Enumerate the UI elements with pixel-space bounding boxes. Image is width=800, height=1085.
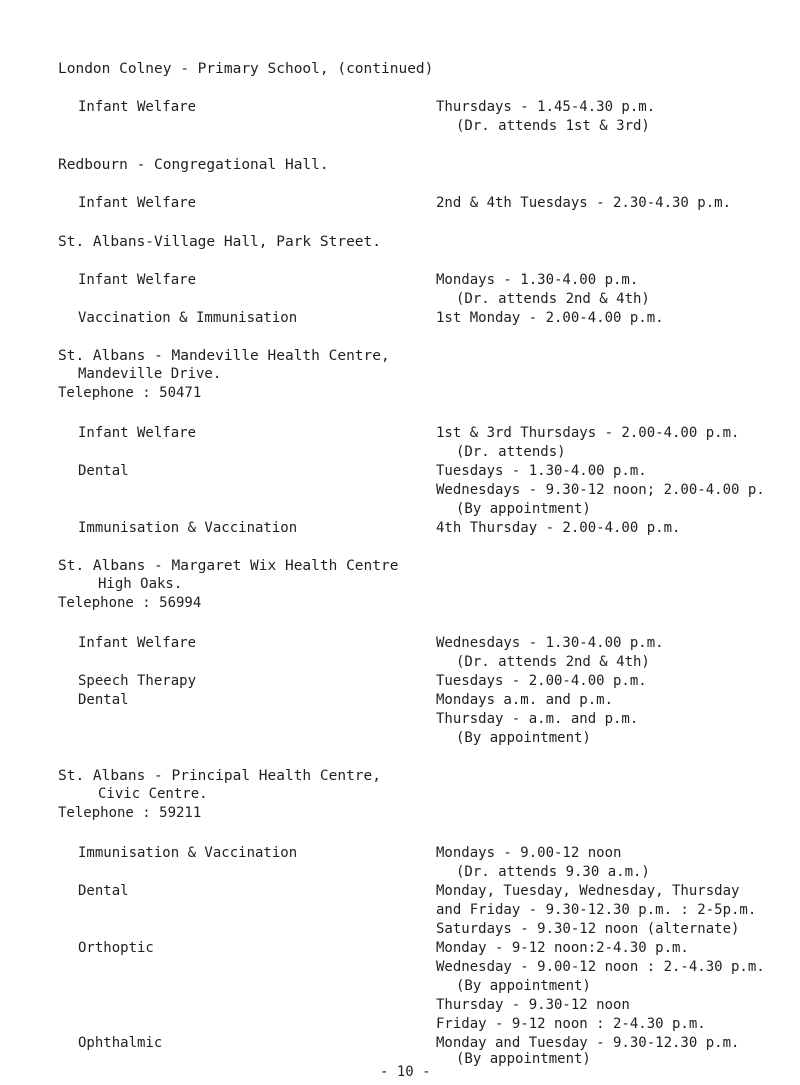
text-line: Wednesdays - 9.30-12 noon; 2.00-4.00 p. [436,482,765,498]
text-line: Thursdays - 1.45-4.30 p.m. [436,99,656,115]
text-line: Monday and Tuesday - 9.30-12.30 p.m. [436,1035,740,1051]
section-heading: St. Albans - Margaret Wix Health Centre [58,558,399,574]
text-line: Mandeville Drive. [78,366,222,382]
text-line: Infant Welfare [78,272,197,288]
section-heading: St. Albans-Village Hall, Park Street. [58,234,382,250]
section-heading: St. Albans - Principal Health Centre, [58,768,382,784]
text-line: and Friday - 9.30-12.30 p.m. : 2-5p.m. [436,902,757,918]
text-line: Saturdays - 9.30-12 noon (alternate) [436,921,740,937]
text-line: (Dr. attends 9.30 a.m.) [456,864,650,880]
text-line: Dental [78,463,129,479]
text-line: Tuesdays - 2.00-4.00 p.m. [436,673,647,689]
text-line: Thursday - a.m. and p.m. [436,711,639,727]
text-line: (By appointment) [456,978,591,994]
text-line: (Dr. attends 1st & 3rd) [456,118,650,134]
text-line: Monday - 9-12 noon:2-4.30 p.m. [436,940,689,956]
text-line: Mondays a.m. and p.m. [436,692,614,708]
text-line: Mondays - 1.30-4.00 p.m. [436,272,639,288]
page-number: - 10 - [380,1064,431,1080]
text-line: Immunisation & Vaccination [78,520,298,536]
text-line: (Dr. attends 2nd & 4th) [456,291,650,307]
text-line: Monday, Tuesday, Wednesday, Thursday [436,883,740,899]
text-line: Infant Welfare [78,425,197,441]
text-line: Thursday - 9.30-12 noon [436,997,630,1013]
telephone-line: Telephone : 59211 [58,805,202,821]
text-line: (By appointment) [456,730,591,746]
text-line: (By appointment) [456,1051,591,1067]
text-line: 4th Thursday - 2.00-4.00 p.m. [436,520,681,536]
text-line: Tuesdays - 1.30-4.00 p.m. [436,463,647,479]
text-line: (By appointment) [456,501,591,517]
telephone-line: Telephone : 50471 [58,385,202,401]
text-line: Friday - 9-12 noon : 2-4.30 p.m. [436,1016,706,1032]
text-line: Wednesday - 9.00-12 noon : 2.-4.30 p.m. [436,959,765,975]
text-line: Speech Therapy [78,673,197,689]
text-line: 1st Monday - 2.00-4.00 p.m. [436,310,664,326]
text-line: Ophthalmic [78,1035,163,1051]
text-line: Mondays - 9.00-12 noon [436,845,622,861]
text-line: Civic Centre. [98,786,208,802]
text-line: (Dr. attends) [456,444,566,460]
text-line: Infant Welfare [78,195,197,211]
text-line: Infant Welfare [78,635,197,651]
section-heading: Redbourn - Congregational Hall. [58,157,329,173]
text-line: Dental [78,692,129,708]
text-line: 2nd & 4th Tuesdays - 2.30-4.30 p.m. [436,195,732,211]
text-line: Vaccination & Immunisation [78,310,298,326]
text-line: (Dr. attends 2nd & 4th) [456,654,650,670]
text-line: Orthoptic [78,940,154,956]
page-title: London Colney - Primary School, (continued) [58,61,434,77]
section-heading: St. Albans - Mandeville Health Centre, [58,348,390,364]
text-line: Infant Welfare [78,99,197,115]
text-line: Immunisation & Vaccination [78,845,298,861]
text-line: Wednesdays - 1.30-4.00 p.m. [436,635,664,651]
text-line: 1st & 3rd Thursdays - 2.00-4.00 p.m. [436,425,740,441]
telephone-line: Telephone : 56994 [58,595,202,611]
text-line: Dental [78,883,129,899]
text-line: High Oaks. [98,576,183,592]
